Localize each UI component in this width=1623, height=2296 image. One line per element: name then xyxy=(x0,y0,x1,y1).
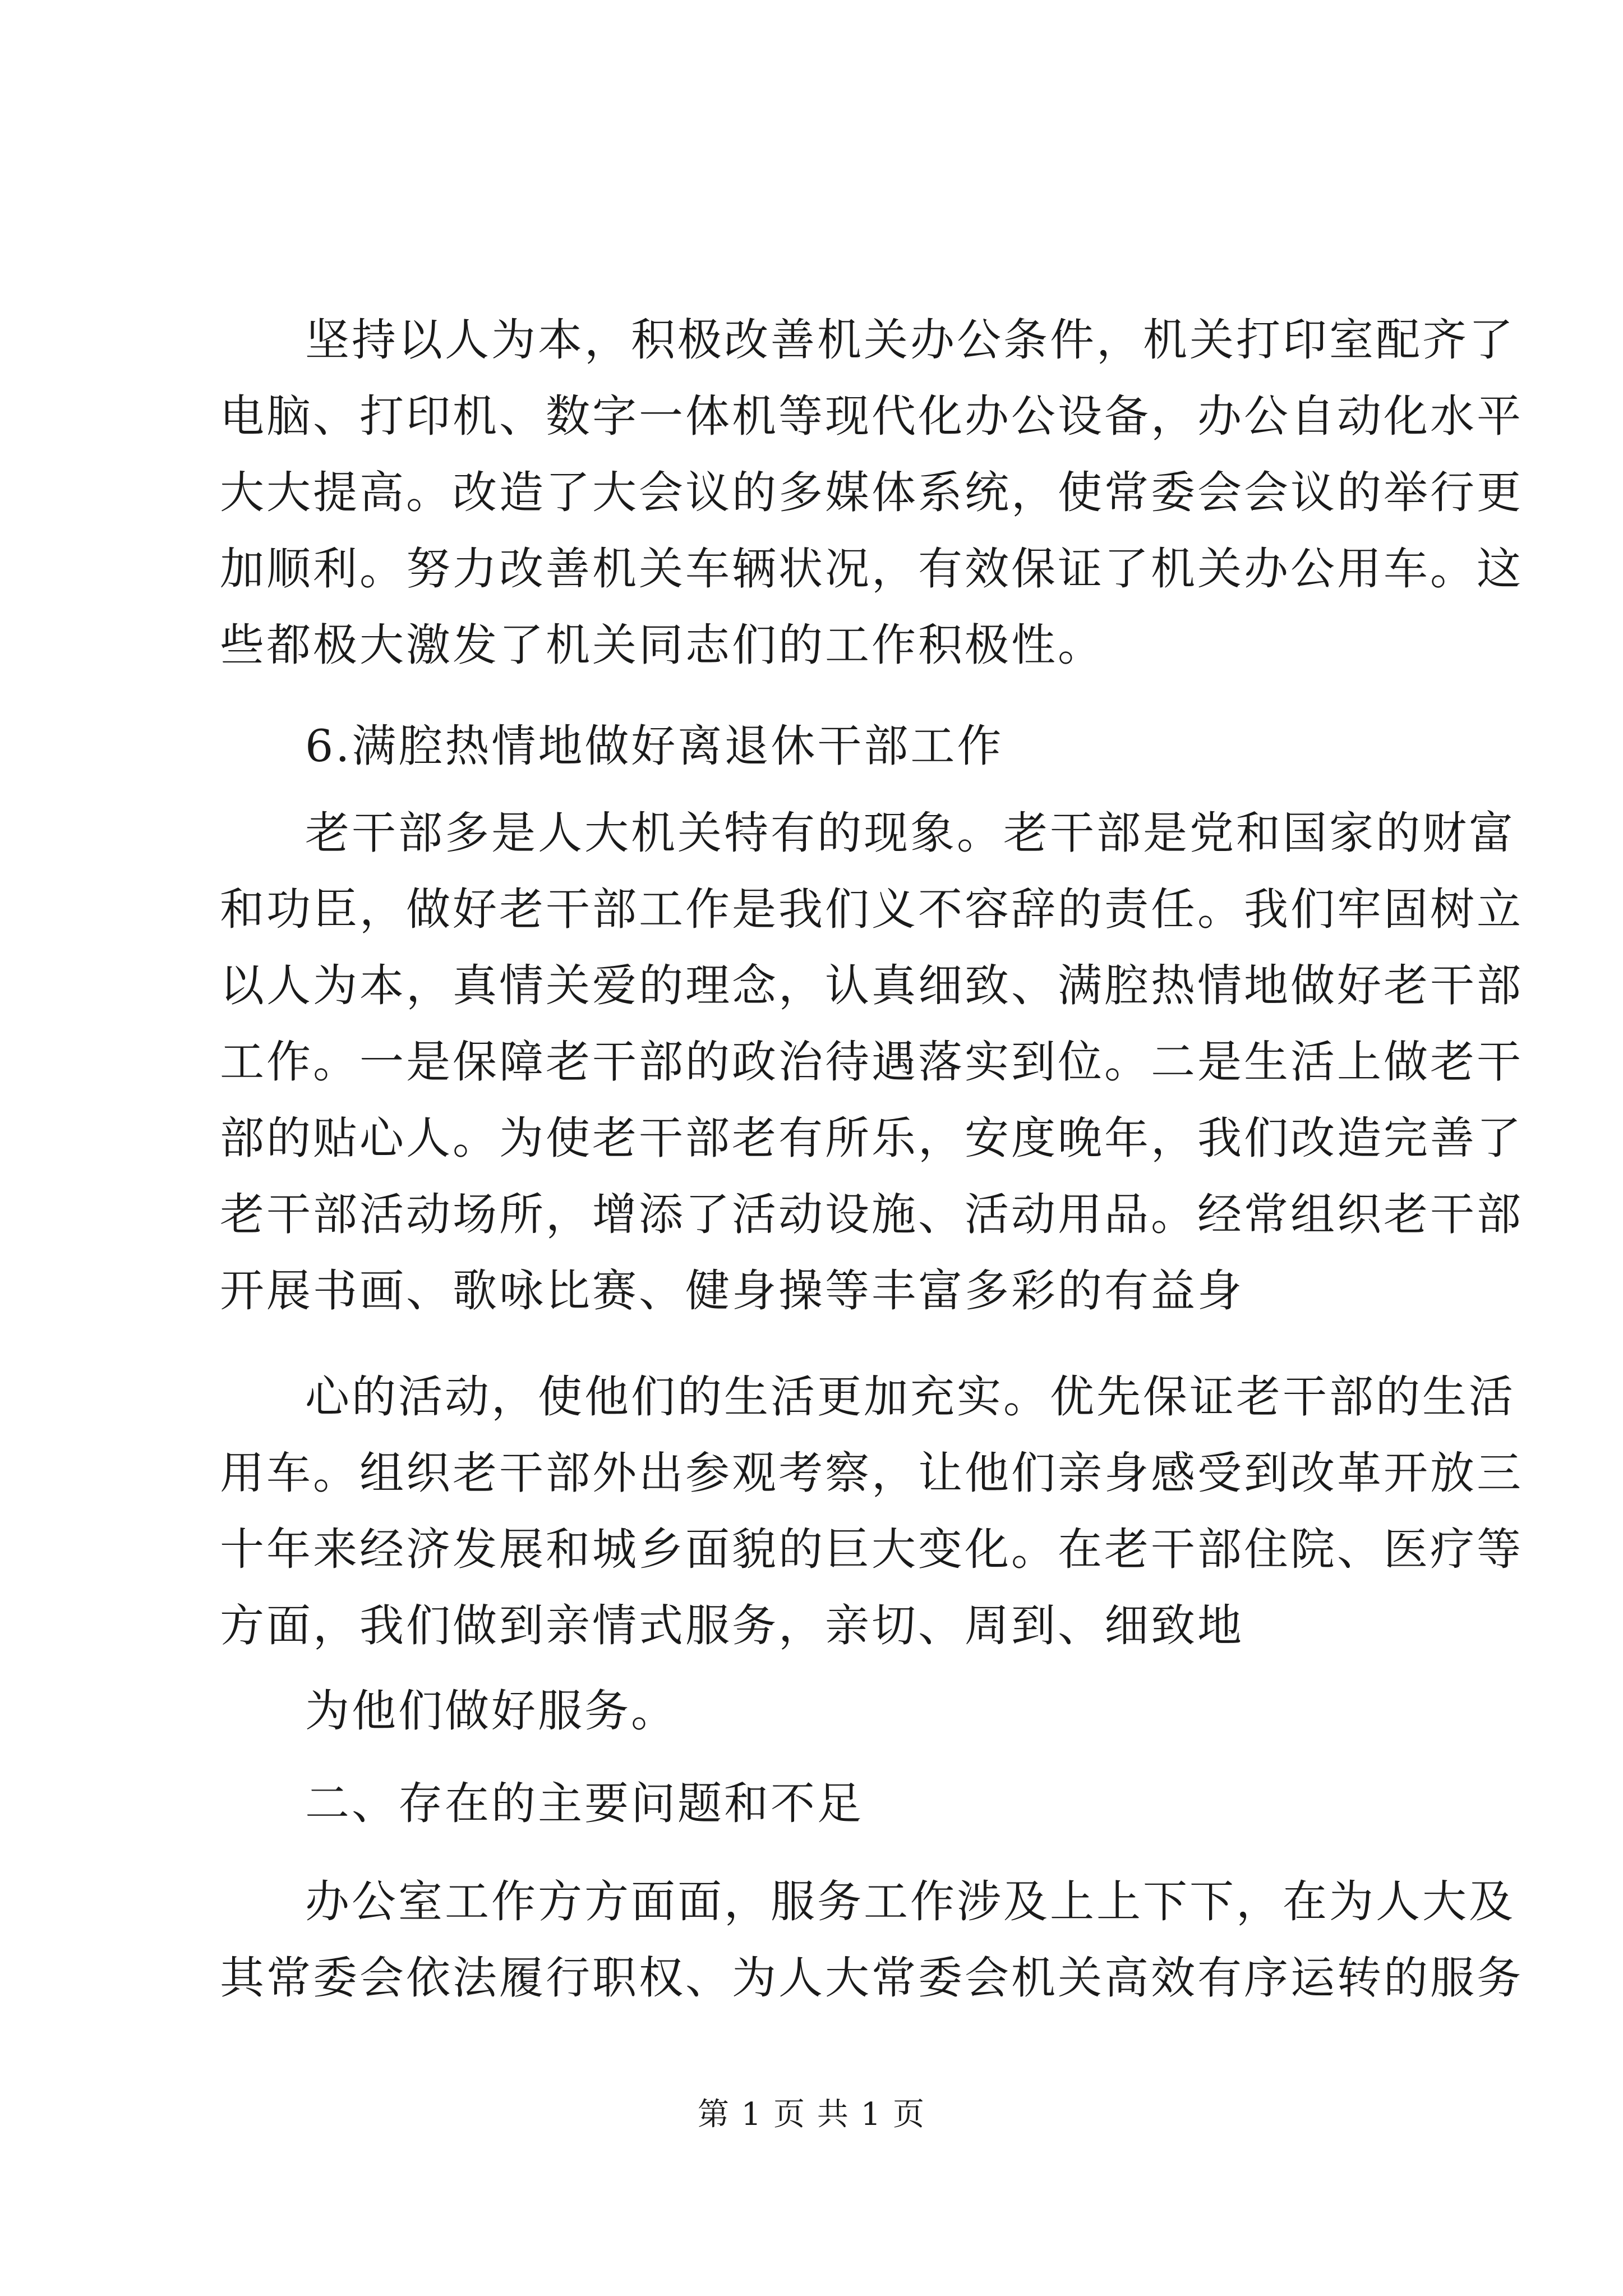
paragraph-line: 老干部多是人大机关特有的现象。老干部是党和国家的财富 xyxy=(305,807,1515,859)
paragraph-line: 其常委会依法履行职权、为人大常委会机关高效有序运转的服务 xyxy=(220,1952,1523,2004)
paragraph-line: 心的活动，使他们的生活更加充实。优先保证老干部的生活 xyxy=(305,1371,1515,1423)
paragraph-line: 方面，我们做到亲情式服务，亲切、周到、细致地 xyxy=(220,1600,1244,1651)
paragraph-line: 十年来经济发展和城乡面貌的巨大变化。在老干部住院、医疗等 xyxy=(220,1524,1523,1575)
paragraph-line: 开展书画、歌咏比赛、健身操等丰富多彩的有益身 xyxy=(220,1265,1244,1317)
paragraph-line: 些都极大激发了机关同志们的工作积极性。 xyxy=(220,619,1104,671)
paragraph-line: 以人为本，真情关爱的理念，认真细致、满腔热情地做好老干部 xyxy=(220,960,1523,1011)
paragraph-line: 为他们做好服务。 xyxy=(305,1685,677,1737)
paragraph-line: 办公室工作方方面面，服务工作涉及上上下下，在为人大及 xyxy=(305,1876,1515,1927)
section-heading: 二、存在的主要问题和不足 xyxy=(305,1778,864,1829)
paragraph-line: 坚持以人为本，积极改善机关办公条件，机关打印室配齐了 xyxy=(305,314,1515,366)
page-footer: 第 1 页 共 1 页 xyxy=(697,2096,926,2133)
paragraph-line: 用车。组织老干部外出参观考察，让他们亲身感受到改革开放三 xyxy=(220,1447,1523,1499)
paragraph-line: 加顺利。努力改善机关车辆状况，有效保证了机关办公用车。这 xyxy=(220,543,1523,595)
paragraph-line: 大大提高。改造了大会议的多媒体系统，使常委会会议的举行更 xyxy=(220,467,1523,518)
paragraph-line: 老干部活动场所，增添了活动设施、活动用品。经常组织老干部 xyxy=(220,1189,1523,1240)
section-heading: 6.满腔热情地做好离退休干部工作 xyxy=(305,720,1004,772)
paragraph-line: 工作。一是保障老干部的政治待遇落实到位。二是生活上做老干 xyxy=(220,1036,1523,1088)
paragraph-line: 电脑、打印机、数字一体机等现代化办公设备，办公自动化水平 xyxy=(220,390,1523,442)
paragraph-line: 部的贴心人。为使老干部老有所乐，安度晚年，我们改造完善了 xyxy=(220,1112,1523,1164)
paragraph-line: 和功臣，做好老干部工作是我们义不容辞的责任。我们牢固树立 xyxy=(220,884,1523,935)
